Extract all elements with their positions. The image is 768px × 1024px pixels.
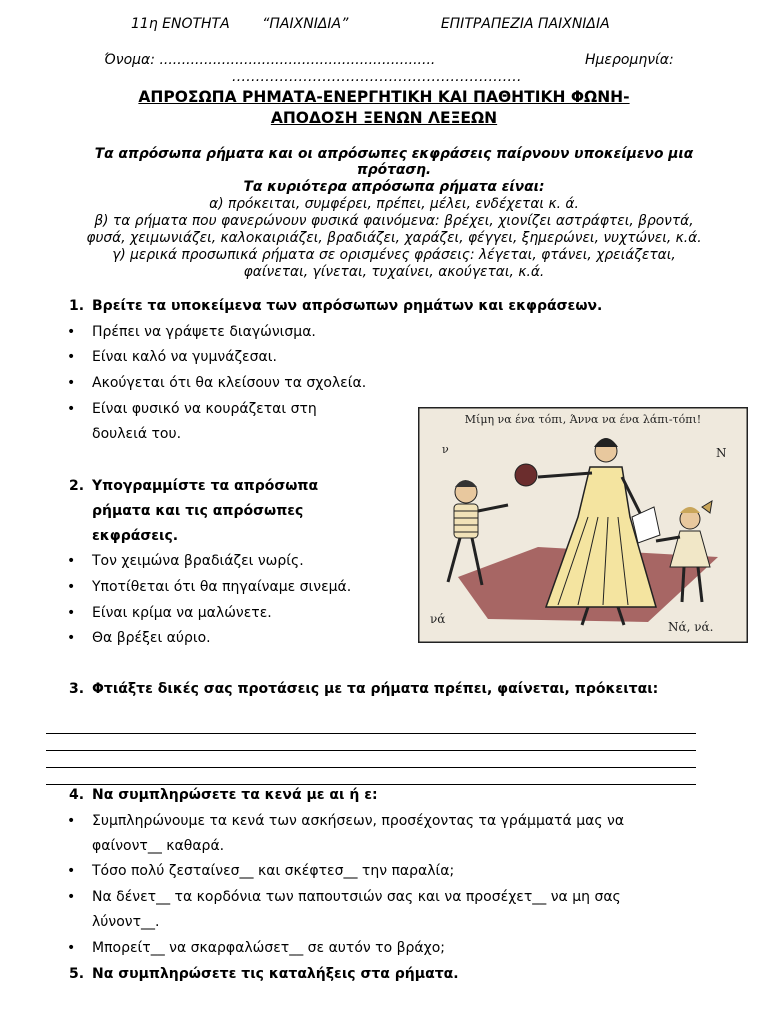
worksheet-header <box>131 16 610 32</box>
unit-label: 11η ΕΝΟΤΗΤΑ <box>131 16 230 32</box>
ex2-title-1: Υπογραμμίστε τα απρόσωπα <box>92 478 319 494</box>
picture-caption: Μίμη να ένα τόπι, Άννα να ένα λάπι-τόπι! <box>464 413 702 426</box>
ex3-title: Φτιάξτε δικές σας προτάσεις με τα ρήματα πρέπει, φαίνεται, πρόκειται: <box>92 681 659 697</box>
ex1-item-4-cont: δουλειά του. <box>92 426 182 442</box>
ex2-item-1: • Τον χειμώνα βραδιάζει νωρίς. <box>92 553 304 569</box>
intro-line2: πρόταση. <box>356 162 432 178</box>
unit-title: “ΠΑΙΧΝΙΔΙΑ” <box>262 16 349 32</box>
ex1-item-2: • Είναι καλό να γυμνάζεσαι. <box>92 349 277 365</box>
picture-text-bottom-left: νά <box>430 612 446 626</box>
page-title-line2: ΑΠΟΔΟΣΗ ΞΕΝΩΝ ΛΕΞΕΩΝ <box>270 109 498 127</box>
ex4-item-3: • Να δένετ__ τα κορδόνια των παπουτσιών σας και να προσέχετ__ να μη σας <box>92 889 621 905</box>
intro-a: α) πρόκειται, συμφέρει, πρέπει, μέλει, ενδέχεται κ. ά. <box>209 196 579 212</box>
ex1-item-4: • Είναι φυσικό να κουράζεται στη <box>92 401 317 417</box>
ex2-item-4: • Θα βρέξει αύριο. <box>92 630 211 646</box>
ex4-item-4: • Μπορείτ__ να σκαρφαλώσετ__ σε αυτόν το βράχο; <box>92 940 445 956</box>
intro-line1: Τα απρόσωπα ρήματα και οι απρόσωπες εκφράσεις παίρνουν υποκείμενο μια <box>94 146 694 162</box>
ex4-item-1: • Συμπληρώνουμε τα κενά των ασκήσεων, προσέχοντας τα γράμματά μας να <box>92 813 624 829</box>
answer-line-3[interactable] <box>46 767 696 768</box>
ex3-number: 3. <box>69 681 85 697</box>
ex4-item-3-cont: λύνοντ__. <box>92 914 160 930</box>
answer-line-1[interactable] <box>46 733 696 734</box>
intro-b1: β) τα ρήματα που φανερώνουν φυσικά φαινόμενα: βρέχει, χιονίζει αστράφτει, βροντά, <box>94 213 694 229</box>
ex2-number: 2. <box>69 478 85 494</box>
ex1-item-3: • Ακούγεται ότι θα κλείσουν τα σχολεία. <box>92 375 366 391</box>
ball <box>515 464 537 486</box>
ex4-item-1-cont: φαίνοντ__ καθαρά. <box>92 838 225 854</box>
ex2-title-3: εκφράσεις. <box>92 528 179 544</box>
ex1-title: Βρείτε τα υποκείμενα των απρόσωπων ρημάτων και εκφράσεων. <box>92 298 603 314</box>
page-title-line1: ΑΠΡΟΣΩΠΑ ΡΗΜΑΤΑ-ΕΝΕΡΓΗΤΙΚΗ ΚΑΙ ΠΑΘΗΤΙΚΗ ΦΩΝΗ- <box>138 88 630 106</box>
intro-heading: Τα κυριότερα απρόσωπα ρήματα είναι: <box>243 179 545 195</box>
ex2-title-2: ρήματα και τις απρόσωπες <box>92 503 304 519</box>
ex4-number: 4. <box>69 787 85 803</box>
intro-c1: γ) μερικά προσωπικά ρήματα σε ορισμένες φράσεις: λέγεται, φτάνει, χρειάζεται, <box>112 247 676 263</box>
picture-corner-right: Ν <box>716 446 727 460</box>
ex2-item-3: • Είναι κρίμα να μαλώνετε. <box>92 605 272 621</box>
ex4-item-2: • Τόσο πολύ ζεσταίνεσ__ και σκέφτεσ__ την παραλία; <box>92 863 454 879</box>
date-dots: ............................................................. <box>232 69 522 85</box>
ex2-item-2: • Υποτίθεται ότι θα πηγαίναμε σινεμά. <box>92 579 351 595</box>
ex5-title: Να συμπληρώσετε τις καταλήξεις στα ρήματα. <box>92 966 459 982</box>
answer-line-4[interactable] <box>46 784 696 785</box>
illustration-mother-children-ball <box>418 407 748 643</box>
ex4-title: Να συμπληρώσετε τα κενά με αι ή ε: <box>92 787 378 803</box>
intro-c2: φαίνεται, γίνεται, τυχαίνει, ακούγεται, κ.ά. <box>243 264 545 280</box>
ex1-item-1: • Πρέπει να γράψετε διαγώνισμα. <box>92 324 316 340</box>
date-field: Ημερομηνία: <box>585 52 674 68</box>
answer-line-2[interactable] <box>46 750 696 751</box>
ex1-number: 1. <box>69 298 85 314</box>
picture-corner-left: ν <box>442 443 449 456</box>
ex5-number: 5. <box>69 966 85 982</box>
topic-label: ΕΠΙΤΡΑΠΕΖΙΑ ΠΑΙΧΝΙΔΙΑ <box>440 16 610 32</box>
name-field: Όνομα: .............................................................. <box>104 52 436 68</box>
intro-b2: φυσά, χειμωνιάζει, καλοκαιριάζει, βραδιάζει, χαράζει, φέγγει, ξημερώνει, νυχτώνει, κ.ά. <box>86 230 702 246</box>
picture-text-bottom-right: Νά, νά. <box>668 620 714 634</box>
